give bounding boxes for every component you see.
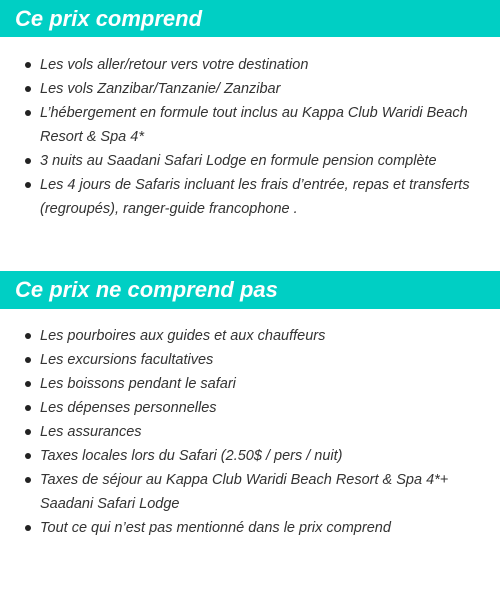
list-item-text: Les pourboires aux guides et aux chauffeurs: [40, 328, 326, 344]
list-item-text: Tout ce qui n’est pas mentionné dans le prix comprend: [40, 520, 391, 536]
list-item-text: Les assurances: [40, 424, 142, 440]
list-item-text: L’hébergement en formule tout inclus au Kappa Club Waridi Beach Resort & Spa 4*: [40, 105, 468, 145]
list-item: [0, 348, 500, 372]
bullet-icon: [25, 110, 31, 116]
list-item-text: Les vols Zanzibar/Tanzanie/ Zanzibar: [40, 81, 281, 97]
bullet-icon: [25, 381, 31, 387]
list-item: [0, 396, 500, 420]
bullet-icon: [25, 453, 31, 459]
list-item: [0, 101, 500, 149]
list-item: [0, 372, 500, 396]
list-item-text: Les excursions facultatives: [40, 352, 214, 368]
included-section-title: Ce prix comprend: [0, 0, 500, 37]
list-item: [0, 173, 500, 221]
bullet-icon: [25, 525, 31, 531]
list-item-text: Les dépenses personnelles: [40, 400, 217, 416]
bullet-icon: [25, 86, 31, 92]
list-item: [0, 444, 500, 468]
list-item-text: Les 4 jours de Safaris incluant les frais d’entrée, repas et transferts (regroupés), ranger-guide francophone .: [40, 177, 470, 217]
list-item: [0, 468, 500, 516]
excluded-items-list: [0, 324, 500, 540]
bullet-icon: [25, 477, 31, 483]
list-item-text: Les boissons pendant le safari: [40, 376, 236, 392]
bullet-icon: [25, 182, 31, 188]
bullet-icon: [25, 158, 31, 164]
list-item-text: Taxes de séjour au Kappa Club Waridi Beach Resort & Spa 4*+ Saadani Safari Lodge: [40, 472, 449, 512]
list-item: [0, 53, 500, 77]
bullet-icon: [25, 333, 31, 339]
list-item: [0, 149, 500, 173]
bullet-icon: [25, 405, 31, 411]
bullet-icon: [25, 357, 31, 363]
list-item-text: Taxes locales lors du Safari (2.50$ / pers / nuit): [40, 448, 343, 464]
list-item: [0, 420, 500, 444]
list-item-text: Les vols aller/retour vers votre destination: [40, 57, 309, 73]
list-item: [0, 77, 500, 101]
bullet-icon: [25, 429, 31, 435]
list-item: [0, 516, 500, 540]
included-items-list: [0, 53, 500, 221]
list-item: [0, 324, 500, 348]
bullet-icon: [25, 62, 31, 68]
list-item-text: 3 nuits au Saadani Safari Lodge en formule pension complète: [40, 153, 437, 169]
excluded-section-title: Ce prix ne comprend pas: [0, 271, 500, 309]
